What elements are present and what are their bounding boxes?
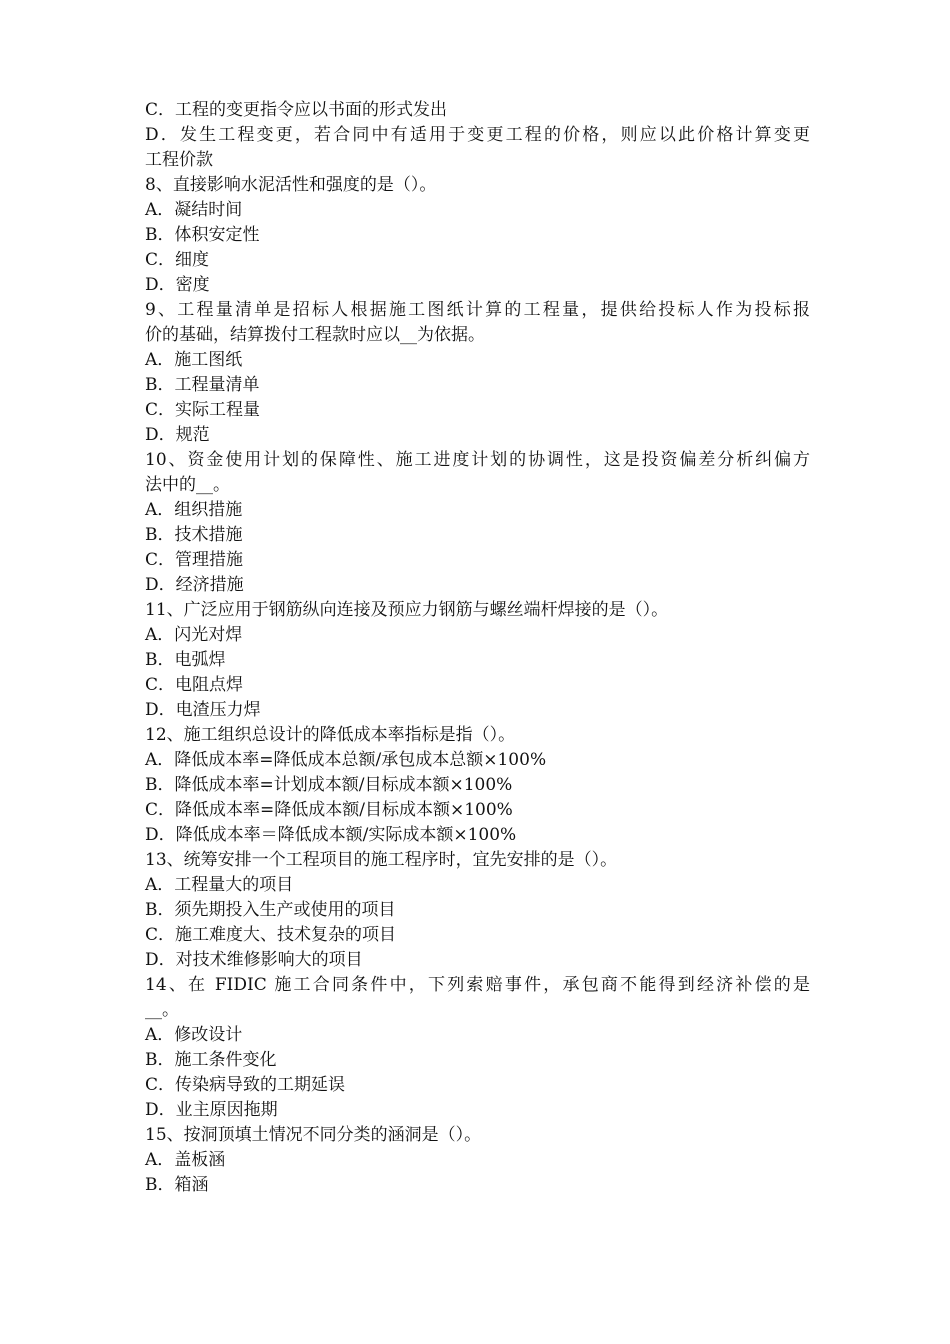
option-c: C．细度 xyxy=(145,250,210,270)
option-c: C．电阻点焊 xyxy=(145,675,244,695)
option-d: D．业主原因拖期 xyxy=(145,1100,278,1120)
question-9: 9、工程量清单是招标人根据施工图纸计算的工程量，提供给投标人作为投标报 xyxy=(145,300,810,320)
text-line: 法中的__。 xyxy=(145,475,230,495)
option-a: A．工程量大的项目 xyxy=(145,875,294,895)
option-b: B．工程量清单 xyxy=(145,375,260,395)
option-c: C．降低成本率=降低成本额/目标成本额×100% xyxy=(145,800,513,820)
option-a: A．施工图纸 xyxy=(145,350,243,370)
option-d: D．对技术维修影响大的项目 xyxy=(145,950,363,970)
option-c: C．传染病导致的工期延误 xyxy=(145,1075,346,1095)
option-a: A．修改设计 xyxy=(145,1025,243,1045)
option-a: A．闪光对焊 xyxy=(145,625,243,645)
option-b: B．降低成本率=计划成本额/目标成本额×100% xyxy=(145,775,513,795)
option-d: D．经济措施 xyxy=(145,575,244,595)
option-c: C．施工难度大、技术复杂的项目 xyxy=(145,925,397,945)
option-b: B．箱涵 xyxy=(145,1175,209,1195)
question-14: 14、在 FIDIC 施工合同条件中，下列索赔事件，承包商不能得到经济补偿的是 xyxy=(145,975,810,995)
question-10: 10、资金使用计划的保障性、施工进度计划的协调性，这是投资偏差分析纠偏方 xyxy=(145,450,810,470)
option-b: B．体积安定性 xyxy=(145,225,260,245)
text-line: 工程价款 xyxy=(145,150,213,170)
option-d: D．密度 xyxy=(145,275,210,295)
option-c: C．管理措施 xyxy=(145,550,244,570)
option-b: B．须先期投入生产或使用的项目 xyxy=(145,900,396,920)
question-11: 11、广泛应用于钢筋纵向连接及预应力钢筋与螺丝端杆焊接的是（）。 xyxy=(145,600,669,620)
document-page xyxy=(145,98,810,1198)
option-a: A．盖板涵 xyxy=(145,1150,226,1170)
option-a: A．组织措施 xyxy=(145,500,243,520)
question-8: 8、直接影响水泥活性和强度的是（）。 xyxy=(145,175,437,195)
option-b: B．施工条件变化 xyxy=(145,1050,277,1070)
option-d: D．降低成本率＝降低成本额/实际成本额×100% xyxy=(145,825,517,845)
text-line: D．发生工程变更，若合同中有适用于变更工程的价格，则应以此价格计算变更 xyxy=(145,125,810,145)
option-b: B．技术措施 xyxy=(145,525,243,545)
question-15: 15、按洞顶填土情况不同分类的涵洞是（）。 xyxy=(145,1125,482,1145)
option-d: D．规范 xyxy=(145,425,210,445)
text-line: C．工程的变更指令应以书面的形式发出 xyxy=(145,100,448,120)
option-d: D．电渣压力焊 xyxy=(145,700,261,720)
question-13: 13、统筹安排一个工程项目的施工程序时，宜先安排的是（）。 xyxy=(145,850,618,870)
option-b: B．电弧焊 xyxy=(145,650,226,670)
question-12: 12、施工组织总设计的降低成本率指标是指（）。 xyxy=(145,725,516,745)
text-line: 价的基础，结算拨付工程款时应以__为依据。 xyxy=(145,325,485,345)
option-a: A．降低成本率=降低成本总额/承包成本总额×100% xyxy=(145,750,547,770)
text-line: __。 xyxy=(145,1000,179,1020)
option-a: A．凝结时间 xyxy=(145,200,243,220)
option-c: C．实际工程量 xyxy=(145,400,261,420)
